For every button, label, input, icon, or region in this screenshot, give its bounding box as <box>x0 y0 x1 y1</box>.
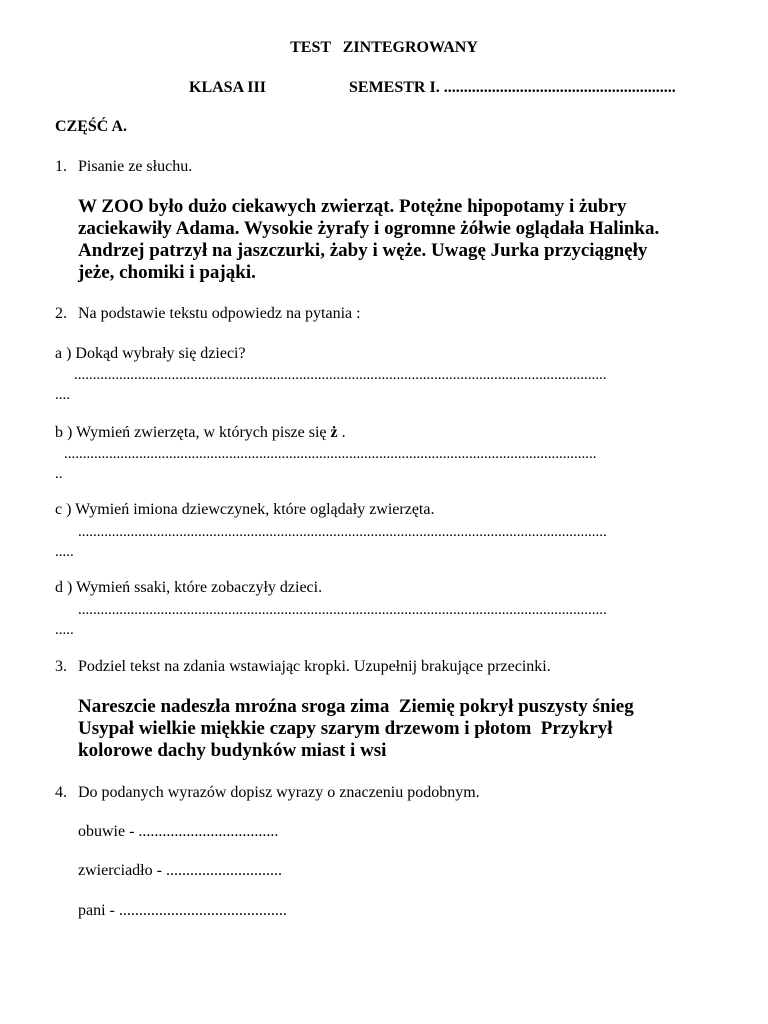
task-instruction: Na podstawie tekstu odpowiedz na pytania : <box>78 305 361 322</box>
semester-label: SEMESTR I. .......................................................... <box>349 79 676 96</box>
task-number: 1. <box>55 158 67 175</box>
synonym-item[interactable]: zwierciadło - ............................. <box>78 862 282 879</box>
synonym-item[interactable]: obuwie - ................................... <box>78 823 279 840</box>
question-b-text: b ) Wymień zwierzęta, w których pisze się <box>55 424 331 441</box>
question-d: d ) Wymień ssaki, które zobaczyły dzieci. <box>55 579 323 596</box>
question-b <box>55 423 346 443</box>
punctuation-line: Usypał wielkie miękkie czapy szarym drzewom i płotom Przykrył <box>78 718 613 739</box>
task-instruction: Pisanie ze słuchu. <box>78 158 193 175</box>
task-number: 3. <box>55 658 67 675</box>
test-title: TEST ZINTEGROWANY <box>290 39 478 56</box>
task-instruction: Do podanych wyrazów dopisz wyrazy o znaczeniu podobnym. <box>78 784 480 801</box>
answer-line-a-end[interactable]: .... <box>55 387 70 403</box>
answer-line-d[interactable]: ............................................................................................................................................. <box>78 602 607 618</box>
dictation-line: W ZOO było dużo ciekawych zwierząt. Potężne hipopotamy i żubry <box>78 196 627 217</box>
punctuation-line: Nareszcie nadeszła mroźna sroga zima Ziemię pokrył puszysty śnieg <box>78 696 634 717</box>
answer-line-c[interactable]: ............................................................................................................................................. <box>78 524 607 540</box>
question-b-letter: ż <box>330 424 338 441</box>
dictation-line: Andrzej patrzył na jaszczurki, żaby i węże. Uwagę Jurka przyciągnęły <box>78 240 648 261</box>
task-number: 4. <box>55 784 67 801</box>
class-label: KLASA III <box>189 79 266 96</box>
synonym-item[interactable]: pani - .......................................... <box>78 902 287 919</box>
question-b-end: . <box>337 424 346 441</box>
question-c: c ) Wymień imiona dziewczynek, które oglądały zwierzęta. <box>55 501 435 518</box>
answer-line-c-end[interactable]: ..... <box>55 544 74 560</box>
task-instruction: Podziel tekst na zdania wstawiając kropki. Uzupełnij brakujące przecinki. <box>78 658 551 675</box>
dictation-line: zaciekawiły Adama. Wysokie żyrafy i ogromne żółwie oglądała Halinka. <box>78 218 660 239</box>
part-heading: CZĘŚĆ A. <box>55 118 128 135</box>
answer-line-b[interactable]: .............................................................................................................................................. <box>64 446 597 462</box>
answer-line-a[interactable]: .............................................................................................................................................. <box>74 367 607 383</box>
answer-line-d-end[interactable]: ..... <box>55 622 74 638</box>
answer-line-b-end[interactable]: .. <box>55 466 63 482</box>
question-a: a ) Dokąd wybrały się dzieci? <box>55 345 246 362</box>
dictation-line: jeże, chomiki i pająki. <box>78 262 256 283</box>
punctuation-line: kolorowe dachy budynków miast i wsi <box>78 740 387 761</box>
task-number: 2. <box>55 305 67 322</box>
